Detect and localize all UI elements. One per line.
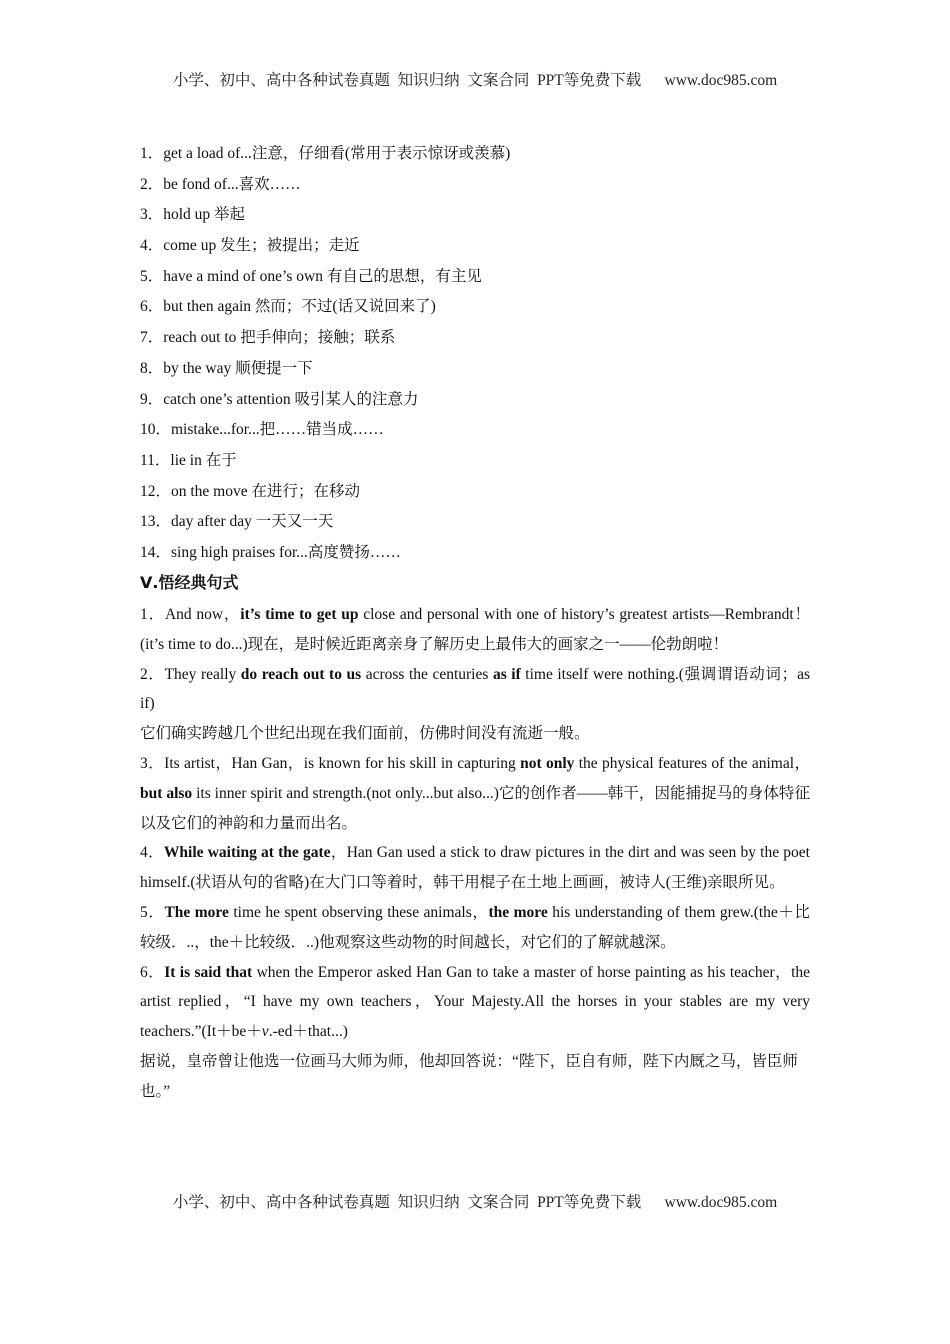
- sentence-text: across the centuries: [361, 665, 493, 683]
- sentence-text: the physical features of the animal，: [574, 754, 810, 772]
- phrase-item: 8．by the way 顺便提一下: [140, 359, 313, 377]
- sentence-4: [140, 838, 810, 898]
- phrase-item: 9．catch one’s attention 吸引某人的注意力: [140, 390, 419, 408]
- sentence-list: [140, 600, 810, 1107]
- sentence-2-translation: 它们确实跨越几个世纪出现在我们面前，仿佛时间没有流逝一般。: [140, 725, 590, 743]
- sentence-text: 4．: [140, 844, 164, 862]
- sentence-text: its inner spirit and strength.(not only...but also...)它的创作者——韩干，因能捕捉马的身体特征以及它们的神韵和力量而出名。: [140, 784, 810, 832]
- phrase-item: 4．come up 发生；被提出；走近: [140, 237, 360, 255]
- phrase-item: 11．lie in 在于: [140, 451, 237, 469]
- section-title: Ⅴ.悟经典句式: [140, 573, 239, 592]
- page-header: 小学、初中、高中各种试卷真题 知识归纳 文案合同 PPT等免费下载 www.doc985.com: [172, 72, 778, 89]
- sentence-3: [140, 749, 810, 838]
- sentence-text: 3．Its artist，Han Gan，is known for his skill in capturing: [140, 754, 521, 772]
- phrase-list: [140, 141, 820, 571]
- phrase-item: 5．have a mind of one’s own 有自己的思想，有主见: [140, 267, 482, 285]
- key-phrase: do reach out to us: [240, 665, 362, 683]
- sentence-text: when the Emperor asked Han Gan to take a master of horse painting as his teacher，the artist replied，“I have my own teachers，Your Majesty.All the horses in your stables are my very teachers.”(It＋be＋: [140, 963, 811, 1041]
- sentence-text: .-ed＋that...): [268, 1023, 348, 1041]
- phrase-item: 12．on the move 在进行；在移动: [140, 482, 360, 500]
- phrase-item: 10．mistake...for...把……错当成……: [140, 421, 384, 439]
- phrase-item: 7．reach out to 把手伸向；接触；联系: [140, 329, 396, 347]
- key-phrase: The more: [164, 903, 229, 921]
- sentence-5: [140, 898, 810, 958]
- key-phrase: It is said that: [164, 963, 253, 981]
- sentence-6-translation: 据说，皇帝曾让他选一位画马大师为师，他却回答说：“陛下，臣自有师，陛下内厩之马，皆臣师也。”: [140, 1052, 798, 1100]
- page-footer: 小学、初中、高中各种试卷真题 知识归纳 文案合同 PPT等免费下载 www.doc985.com: [172, 1194, 778, 1211]
- phrase-item: 13．day after day 一天又一天: [140, 513, 334, 531]
- phrase-item: 14．sing high praises for...高度赞扬……: [140, 543, 401, 561]
- sentence-2: [140, 660, 810, 720]
- sentence-6: [140, 958, 810, 1047]
- sentence-text: time he spent observing these animals，: [228, 903, 489, 921]
- sentence-text: his understanding of them grew.(the＋比较级．..，the＋比较级．..)他观察这些动物的时间越长，对它们的了解就越深。: [140, 903, 810, 951]
- sentence-text: close and personal with one of history’s greatest artists—Rembrandt！(it’s time to do...)现在，是时候近距离亲身了解历史上最伟大的画家之一——伦勃朗啦！: [140, 606, 811, 653]
- sentence-1: [140, 600, 810, 660]
- key-phrase: not only: [520, 754, 575, 772]
- sentence-text: 1．And now，: [140, 606, 241, 623]
- phrase-item: 1．get a load of...注意，仔细看(常用于表示惊讶或羡慕): [140, 145, 511, 162]
- sentence-text: 5．: [140, 903, 165, 921]
- key-phrase: the more: [488, 903, 548, 921]
- italic-symbol: v: [261, 1023, 269, 1041]
- phrase-item: 6．but then again 然而；不过(话又说回来了): [140, 298, 436, 316]
- sentence-text: 2．They really: [140, 665, 241, 683]
- phrase-item: 3．hold up 举起: [140, 206, 246, 224]
- sentence-text: time itself were nothing.(强调谓语动词；as if): [140, 665, 811, 713]
- key-phrase: While waiting at the gate: [163, 844, 331, 862]
- key-phrase: but also: [140, 784, 193, 802]
- sentence-text: 6．: [140, 963, 165, 981]
- phrase-item: 2．be fond of...喜欢……: [140, 175, 301, 193]
- sentence-text: ，Han Gan used a stick to draw pictures in the dirt and was seen by the poet himself.(状语从句的省略)在大门口等着时，韩干用棍子在土地上画画，被诗人(王维)亲眼所见。: [140, 844, 810, 892]
- key-phrase: it’s time to get up: [240, 606, 359, 623]
- key-phrase: as if: [492, 665, 521, 683]
